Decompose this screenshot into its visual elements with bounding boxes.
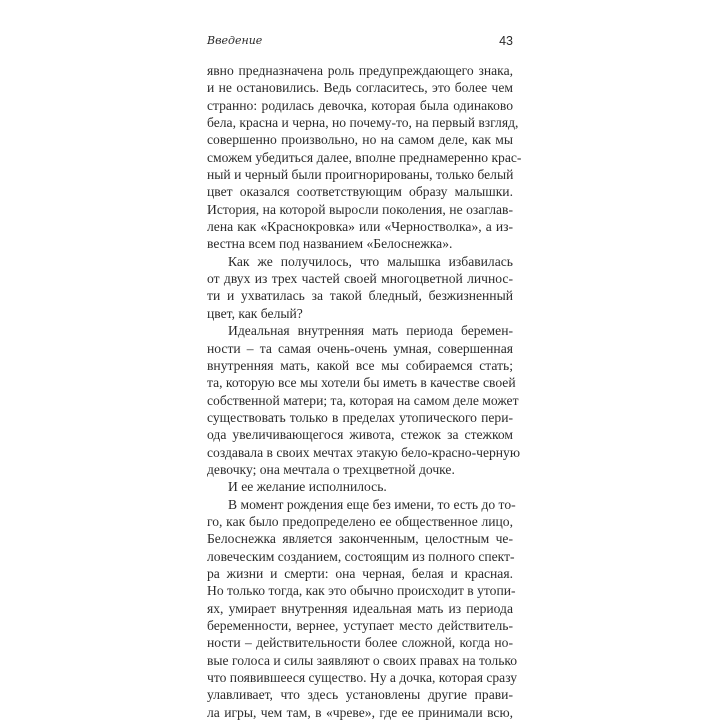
text-line: внутренняя мать, какой все мы собираемся стать; — [207, 357, 513, 373]
text-line: и не остановились. Ведь согласитесь, это более чем — [207, 80, 513, 96]
text-line: от двух из трех частей своей многоцветной личнос- — [207, 271, 513, 287]
text-line: сможем убедиться далее, вполне преднамеренно крас- — [207, 149, 522, 165]
text-line: Белоснежка является законченным, целостным че- — [207, 531, 513, 547]
text-line: ти и ухватилась за такой бледный, безжизненный — [207, 288, 513, 304]
text-line: что появившееся существо. Ну а дочка, которая сразу — [207, 670, 518, 686]
text-line: Идеальная внутренняя мать периода беремен- — [228, 323, 513, 339]
text-line: ра жизни и смерти: она черная, белая и красная. — [207, 565, 513, 581]
text-line: ный и черный были проигнорированы, только белый — [207, 167, 514, 183]
text-line: явно предназначена роль предупреждающего знака, — [207, 63, 513, 78]
text-line: цвет, как белый? — [207, 305, 303, 321]
text-line: вестна всем под названием «Белоснежка». — [207, 236, 453, 252]
text-line: существовать только в пределах утопического пери- — [207, 409, 513, 425]
page-header — [207, 34, 513, 52]
text-line: ла игры, чем там, в «чреве», где ее принимали всю, — [207, 704, 513, 720]
page-number: 43 — [499, 34, 513, 48]
text-line: вые голоса и силы заявляют о своих правах на только — [207, 652, 518, 668]
text-line: цвет оказался соответствующим образу малышки. — [207, 184, 513, 200]
text-line: ях, умирает внутренняя идеальная мать из периода — [207, 600, 513, 616]
text-line: ловеческим созданием, состоящим из полного спект- — [207, 548, 515, 564]
body-text — [207, 62, 522, 721]
text-line: создавала в своих мечтах этакую бело-красно-черную — [207, 444, 521, 460]
text-line: улавливает, что здесь установлены другие прави- — [207, 687, 513, 703]
running-head: Введение — [207, 34, 263, 47]
text-line: собственной матери; та, которая на самом деле может — [207, 392, 519, 408]
text-line: беременности, вернее, уступает место действитель- — [207, 618, 513, 633]
text-line: лена как «Краснокровка» или «Черностволка», а из- — [207, 219, 513, 235]
text-line: та, которую все мы хотели бы иметь в качестве своей — [207, 375, 516, 391]
text-line: го, как было предопределено ее общественное лицо, — [207, 513, 513, 529]
text-line: странно: родилась девочка, которая была одинаково — [207, 97, 513, 113]
text-line: ода увеличивающегося живота, стежок за стежком — [207, 427, 513, 443]
text-line: ности – та самая очень-очень умная, совершенная — [207, 340, 513, 356]
text-line: совершенно произвольно, но на самом деле, как мы — [207, 132, 513, 148]
text-line: И ее желание исполнилось. — [228, 479, 387, 495]
text-line: ности – действительности более сложной, когда но- — [207, 635, 513, 651]
text-line: Но только тогда, как это обычно происходит в утопи- — [207, 583, 516, 599]
text-line: Как же получилось, что малышка избавилась — [228, 253, 513, 269]
text-line: девочку; она мечтала о трехцветной дочке. — [207, 461, 455, 477]
text-line: История, на которой выросли поколения, не озаглав- — [207, 201, 513, 217]
text-line: В момент рождения еще без имени, то есть до то- — [228, 496, 516, 512]
text-line: бела, красна и черна, но почему-то, на первый взгляд, — [207, 115, 519, 131]
